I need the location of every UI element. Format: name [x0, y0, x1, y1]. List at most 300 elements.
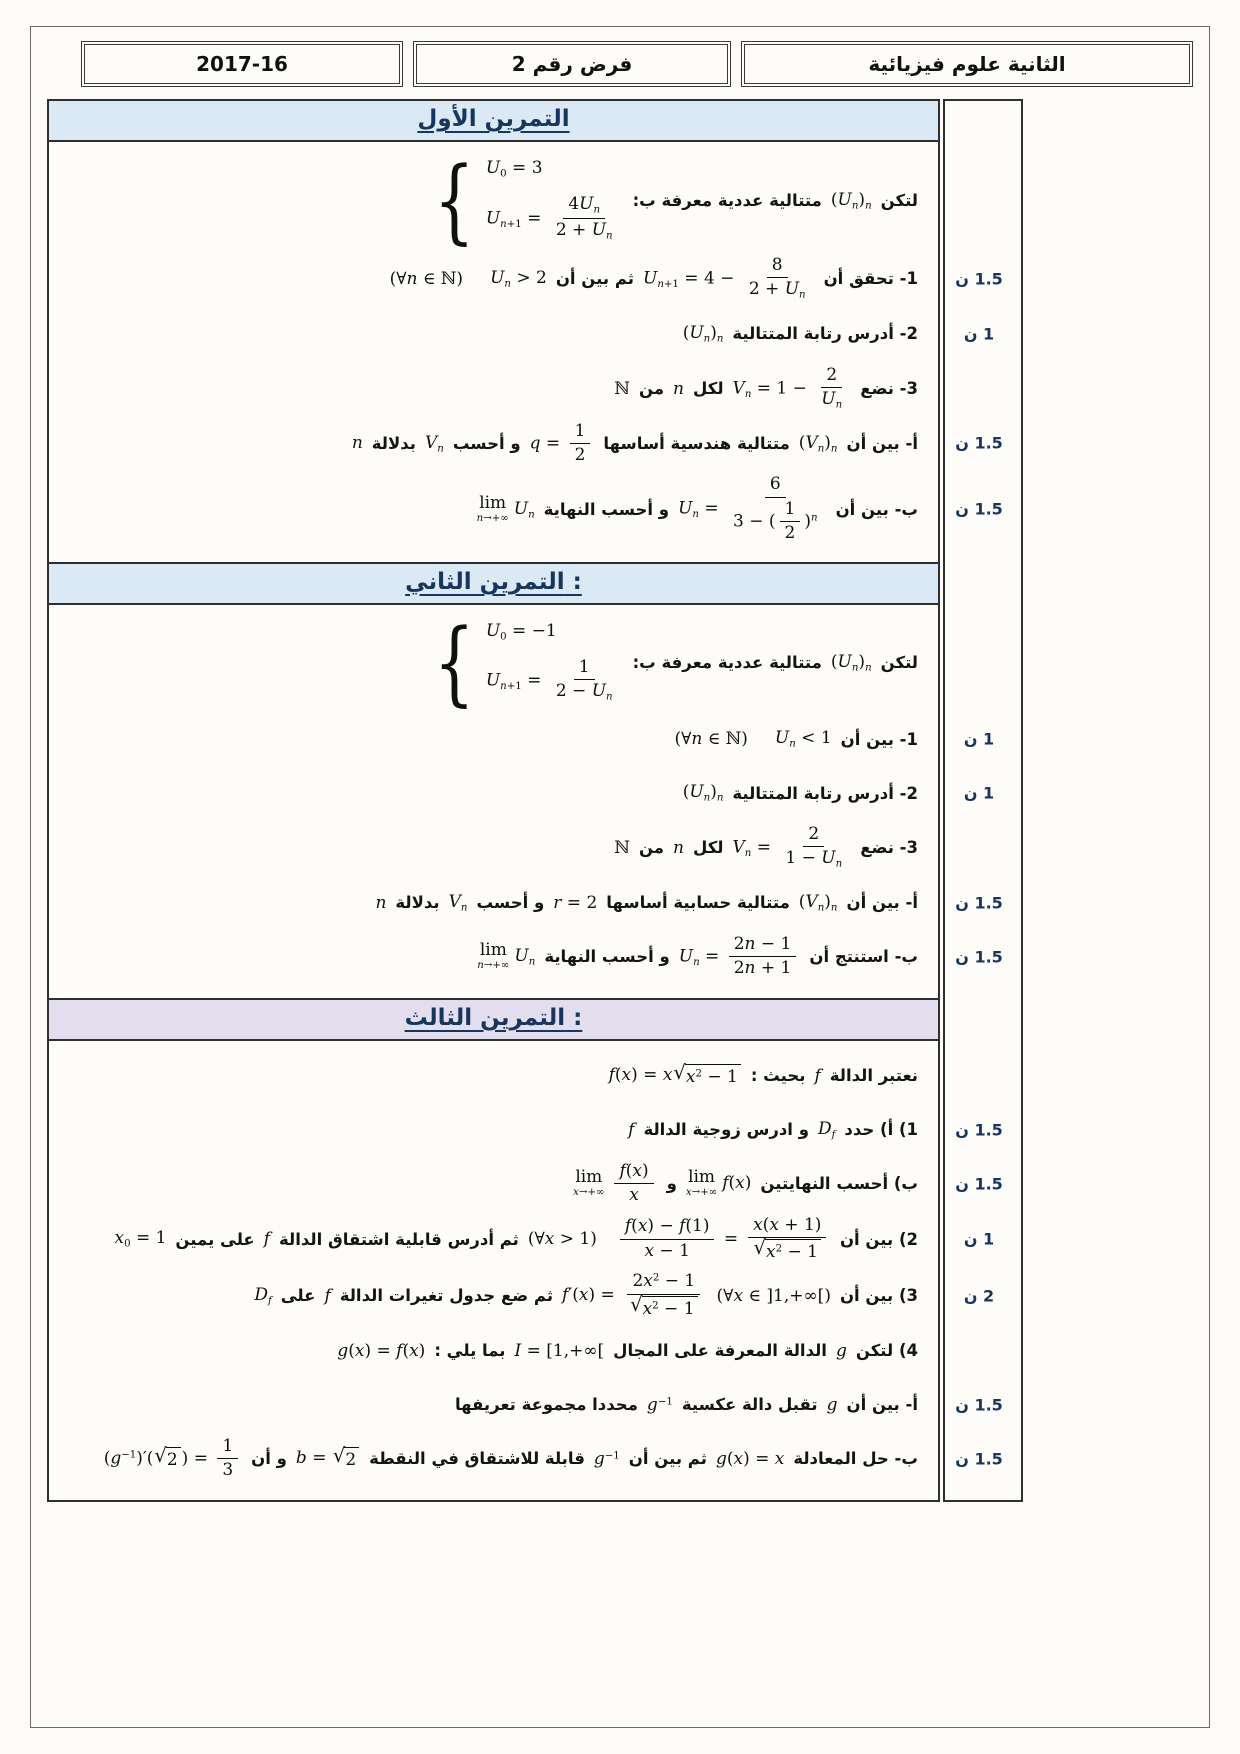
math-operator: − 1 — [701, 1067, 738, 1088]
math-operator: + 1 — [755, 958, 792, 979]
cases-rows — [486, 621, 622, 704]
limit — [476, 492, 509, 524]
math-operator: ′( — [568, 1285, 579, 1305]
math-expression — [477, 942, 535, 971]
arabic-text: و أحسب — [476, 893, 545, 913]
radicand — [642, 1296, 698, 1320]
denominator — [728, 498, 823, 545]
subscript — [717, 793, 724, 804]
brace-icon: { — [434, 146, 476, 254]
math-expression — [614, 838, 630, 858]
denominator — [551, 680, 618, 704]
arabic-text: و أحسب — [452, 433, 521, 453]
math-operator: 2 + — [748, 279, 785, 300]
limit-subscript — [573, 1188, 604, 1198]
math-variable: g — [593, 1448, 605, 1469]
content-line — [53, 820, 934, 876]
header-exam-box — [413, 41, 731, 87]
math-operator: )′( — [136, 1448, 154, 1469]
math-variable: n — [835, 859, 843, 870]
math-variable: x — [769, 1214, 779, 1235]
math-variable: U — [591, 219, 607, 240]
math-operator: ( — [726, 1448, 734, 1469]
subscript — [865, 662, 872, 673]
math-expression — [775, 728, 832, 750]
math-operator: 8 — [771, 255, 783, 276]
math-operator: = — [540, 432, 566, 453]
math-expression — [514, 1341, 604, 1361]
math-expression — [674, 729, 765, 749]
math-operator: = −1 — [506, 621, 557, 642]
math-variable: x — [685, 1187, 692, 1199]
subscript — [799, 290, 806, 301]
numerator — [574, 657, 595, 680]
mark-value: 1.5 ن — [955, 1120, 1003, 1140]
arabic-text: تقبل دالة عكسية — [681, 1395, 818, 1415]
superscript — [121, 1450, 136, 1461]
subscript — [831, 443, 838, 454]
math-operator: 3 − ( — [733, 510, 776, 531]
math-variable: x — [766, 1242, 776, 1262]
math-variable: V — [732, 837, 745, 858]
exam-body — [47, 99, 1003, 1502]
fraction — [744, 255, 811, 303]
spacer — [604, 1187, 610, 1188]
numerator — [614, 1161, 653, 1184]
superscript — [605, 1450, 620, 1461]
content-line — [53, 1378, 1003, 1432]
arabic-text: ب- بين أن — [835, 499, 918, 519]
math-variable: n — [673, 837, 684, 858]
fraction — [729, 934, 797, 980]
math-expression — [799, 433, 838, 455]
numerator — [767, 255, 788, 278]
math-operator: = 1 — [130, 1228, 167, 1249]
arabic-text: لكل — [692, 838, 724, 858]
radical-icon: √ — [630, 1292, 643, 1316]
content-line — [53, 1267, 995, 1324]
square-root — [673, 1061, 740, 1088]
math-operator: ∈ ℕ) — [702, 729, 748, 750]
fraction — [620, 1216, 715, 1262]
math-variable: n — [799, 290, 806, 301]
denominator — [748, 1238, 827, 1263]
subscript — [529, 957, 536, 968]
math-variable: U — [485, 621, 501, 642]
content-line — [53, 1157, 1003, 1211]
arabic-text: محددا مجموعة تعريفها — [454, 1395, 638, 1415]
subscript — [865, 200, 872, 211]
math-expression — [831, 190, 872, 212]
mark-value: 1 ن — [963, 783, 995, 803]
subscript — [836, 400, 843, 411]
math-variable: V — [805, 432, 818, 453]
mark-value: 1.5 ن — [955, 947, 1003, 967]
arabic-text: من — [638, 838, 665, 858]
arabic-text: ثم بين أن — [628, 1449, 707, 1469]
math-variable: f — [679, 1216, 686, 1237]
denominator — [217, 1459, 238, 1481]
math-operator: 2 + — [555, 219, 592, 240]
arabic-text: 4) لتكن — [855, 1341, 918, 1361]
arabic-text: 3- نضع — [860, 379, 918, 399]
math-operator: ) − — [647, 1216, 680, 1237]
header-class-box — [741, 41, 1193, 87]
math-operator: +1 — [663, 279, 679, 291]
radical-icon: √ — [753, 1236, 766, 1260]
math-variable: n — [693, 956, 700, 968]
math-operator: ) — [418, 1340, 426, 1361]
math-operator: ( — [682, 322, 690, 343]
math-variable: n — [606, 230, 613, 242]
arabic-text: و أن — [251, 1449, 287, 1469]
math-variable: n — [744, 958, 756, 979]
math-variable: x — [621, 1065, 632, 1086]
arabic-text: بدلالة — [371, 433, 416, 453]
math-expression — [254, 1285, 271, 1307]
section-body — [49, 605, 1003, 998]
math-operator: ) — [824, 891, 831, 912]
arabic-text: متتالية عددية معرفة ب: — [632, 191, 822, 211]
math-operator: ) = — [743, 1448, 775, 1469]
subscript — [606, 230, 613, 241]
math-variable: U — [837, 189, 852, 210]
math-operator: 1 — [222, 1436, 234, 1456]
math-expression — [352, 433, 363, 453]
math-operator: ( — [103, 1448, 111, 1469]
math-variable: x — [632, 1161, 642, 1181]
math-variable: n — [789, 738, 796, 750]
math-expression — [733, 824, 852, 872]
subscript — [593, 204, 600, 215]
arabic-text: من — [638, 379, 665, 399]
mark-value: 1 ن — [963, 1229, 995, 1249]
math-expression — [476, 492, 535, 524]
math-expression — [647, 1395, 673, 1415]
math-operator: 1 — [578, 656, 590, 677]
brace-icon: { — [434, 608, 476, 716]
arabic-text: نعتبر الدالة — [829, 1066, 918, 1086]
limit-subscript — [477, 514, 509, 524]
exam-main — [47, 99, 1193, 1502]
radical-icon: √ — [673, 1061, 686, 1085]
math-operator: ( — [830, 189, 838, 210]
denominator — [639, 1240, 694, 1262]
math-variable: n — [692, 509, 699, 521]
math-variable: g — [337, 1340, 349, 1361]
math-variable: U — [485, 207, 501, 228]
denominator — [624, 1292, 703, 1320]
fraction — [551, 194, 618, 244]
math-operator: = [1,+∞[ — [521, 1340, 605, 1361]
superscript — [811, 512, 818, 523]
math-variable: U — [485, 158, 501, 178]
math-variable: n — [716, 792, 724, 804]
limit-word: lim — [575, 1167, 603, 1188]
arabic-text: ب) أحسب النهايتين — [760, 1174, 918, 1194]
mark-value: 1 ن — [963, 729, 995, 749]
mark-value: 1.5 ن — [955, 1395, 1003, 1415]
numerator — [563, 194, 605, 219]
math-variable: V — [448, 891, 461, 912]
arabic-text: لتكن — [880, 191, 918, 211]
content-line — [53, 146, 934, 254]
subscript — [500, 218, 522, 229]
math-operator: 0 — [500, 631, 507, 643]
math-expression — [530, 421, 595, 467]
math-variable: b — [295, 1448, 307, 1469]
content-line — [53, 930, 1003, 984]
math-operator: 2 — [808, 824, 820, 845]
math-variable: n — [744, 848, 752, 860]
math-variable: U — [678, 946, 694, 967]
spacer — [597, 1243, 607, 1244]
math-variable: U — [642, 268, 658, 289]
subscript — [831, 903, 838, 914]
arabic-text: ثم ضع جدول تغيرات الدالة — [339, 1286, 554, 1305]
math-operator: →+∞ — [483, 512, 509, 524]
math-variable: n — [703, 333, 711, 345]
math-variable: n — [460, 902, 468, 914]
arabic-text: و ادرس زوجية الدالة — [643, 1120, 809, 1140]
math-expression — [814, 1066, 820, 1086]
numerator — [765, 474, 786, 497]
math-expression — [836, 1341, 847, 1361]
math-variable: g — [826, 1394, 838, 1415]
math-expression — [827, 1395, 838, 1415]
math-expression — [614, 379, 630, 399]
mark-value: 1.5 ن — [955, 499, 1003, 519]
math-variable: f — [608, 1065, 615, 1086]
arabic-text: أ- بين أن — [846, 433, 918, 453]
math-variable: U — [689, 322, 704, 343]
math-variable: n — [744, 388, 752, 400]
math-variable: D — [254, 1284, 268, 1305]
math-operator: 2 — [784, 522, 796, 543]
math-operator: 1 — [784, 498, 796, 519]
math-variable: V — [732, 378, 745, 399]
math-variable: n — [406, 268, 418, 289]
content-line — [53, 1324, 934, 1378]
math-variable: x — [753, 1214, 763, 1235]
spacer — [463, 283, 481, 284]
math-variable: U — [821, 848, 836, 869]
case-row — [486, 657, 622, 705]
arabic-text: لتكن — [880, 653, 918, 673]
content-line — [53, 361, 934, 417]
page-frame — [30, 26, 1210, 1728]
math-variable: n — [477, 960, 484, 972]
math-operator: ℕ — [614, 378, 630, 399]
denominator — [624, 1184, 644, 1206]
subscript — [606, 691, 613, 702]
math-variable: U — [513, 498, 529, 519]
math-operator: ) = — [364, 1340, 397, 1361]
math-operator: − 1 — [654, 1240, 690, 1261]
math-operator: (∀ — [389, 268, 407, 289]
radical-icon: √ — [332, 1444, 346, 1468]
limit-word: lim — [479, 940, 507, 961]
case-row — [486, 194, 622, 244]
math-operator: 2 — [733, 958, 745, 979]
math-expression — [628, 1120, 634, 1140]
arabic-text: على يمين — [175, 1229, 255, 1249]
mark-value: 1.5 ن — [955, 433, 1003, 453]
denominator — [551, 219, 618, 243]
fraction — [217, 1436, 238, 1482]
math-variable: f — [267, 1295, 272, 1307]
math-operator: = — [751, 837, 777, 858]
math-operator: ) — [642, 1161, 649, 1181]
math-operator: −1 — [604, 1450, 620, 1462]
subscript — [717, 334, 724, 345]
math-operator: = — [521, 669, 547, 690]
math-operator: ) — [804, 510, 811, 531]
math-variable: n — [606, 691, 613, 703]
math-variable: f — [396, 1340, 403, 1361]
math-variable: n — [673, 378, 684, 399]
denominator — [744, 278, 811, 302]
math-operator: 2 — [695, 1068, 702, 1080]
math-variable: n — [500, 218, 507, 230]
math-operator: 4 — [568, 193, 580, 214]
math-operator: (∀ — [716, 1285, 734, 1306]
arabic-text: قابلة للاشتقاق في النقطة — [369, 1449, 585, 1469]
math-variable: x — [114, 1228, 125, 1249]
math-expression — [678, 474, 826, 544]
arabic-text: 2) بين أن — [839, 1229, 918, 1249]
content-line — [53, 1211, 995, 1268]
subscript — [657, 279, 679, 290]
math-variable: n — [865, 200, 872, 212]
math-expression — [683, 323, 724, 345]
arabic-text: لكل — [693, 379, 724, 399]
math-operator: ) — [710, 782, 717, 803]
math-variable: g — [110, 1448, 122, 1469]
limit — [573, 1169, 604, 1198]
math-variable: n — [375, 892, 387, 913]
math-expression — [375, 893, 386, 913]
section-title: التمرين الأول — [417, 106, 570, 132]
math-expression — [449, 892, 468, 914]
math-variable: g — [835, 1340, 847, 1361]
content-line — [53, 470, 1003, 548]
subscript — [268, 1295, 272, 1306]
math-variable: x — [629, 1185, 639, 1206]
math-variable: f — [619, 1161, 626, 1181]
spacer — [748, 743, 766, 744]
numerator — [217, 1436, 238, 1459]
arabic-text: بما يلي : — [434, 1341, 506, 1361]
radicand — [166, 1447, 181, 1470]
mark-value: 1.5 ن — [955, 893, 1003, 913]
math-operator: ) = — [631, 1065, 663, 1086]
section-header — [49, 562, 938, 605]
math-operator: ( — [830, 651, 838, 672]
limit — [477, 942, 509, 971]
math-variable: U — [514, 946, 529, 967]
math-operator: ℕ — [614, 837, 630, 858]
subscript — [500, 680, 522, 691]
arabic-text: و أحسب النهاية — [543, 499, 670, 519]
math-operator: 2 — [775, 1243, 783, 1255]
section-body — [49, 142, 1003, 562]
math-operator: − 1 — [658, 1298, 695, 1319]
math-operator: = 1 − — [751, 378, 813, 399]
math-operator: 2 — [826, 364, 838, 385]
math-operator: −1 — [657, 1396, 673, 1408]
section-body — [49, 1041, 1003, 1500]
numerator — [570, 421, 591, 444]
math-variable: q — [529, 432, 541, 453]
math-operator: < 1 — [795, 728, 832, 749]
math-operator: ( — [402, 1340, 410, 1361]
case-row — [486, 158, 622, 180]
math-expression — [683, 782, 724, 804]
math-operator: = 4 − — [678, 268, 740, 289]
subscript — [437, 443, 444, 454]
math-operator: 2 — [632, 1271, 644, 1292]
mark-value: 1 ن — [963, 324, 995, 344]
numerator — [780, 499, 801, 522]
math-variable: n — [811, 512, 818, 524]
limit — [686, 1169, 717, 1198]
math-operator: ( — [728, 1173, 736, 1194]
math-variable: g — [646, 1394, 658, 1415]
radicand — [685, 1064, 741, 1087]
math-operator: = — [699, 946, 725, 967]
numerator — [627, 1271, 700, 1294]
radical-icon: √ — [154, 1444, 167, 1468]
content-line — [53, 251, 1003, 307]
math-variable: x — [573, 1187, 579, 1199]
section-title: التمرين الثاني : — [405, 569, 582, 596]
math-expression — [295, 1444, 360, 1471]
math-operator: 0 — [124, 1238, 131, 1250]
arabic-text: 3- نضع — [860, 838, 918, 858]
fraction — [728, 474, 823, 544]
math-expression — [818, 1119, 835, 1141]
math-expression — [104, 1436, 242, 1482]
math-variable: n — [437, 443, 444, 455]
numerator — [821, 365, 842, 388]
math-variable: U — [821, 389, 836, 409]
content-line — [53, 1432, 1003, 1486]
math-operator: ) — [858, 189, 866, 210]
math-variable: V — [424, 432, 438, 453]
math-variable: x — [544, 1229, 555, 1249]
math-variable: n — [830, 902, 838, 914]
arabic-text: متتالية حسابية أساسها — [606, 893, 790, 913]
mark-value: 2 ن — [963, 1286, 995, 1305]
math-operator: →+∞ — [691, 1187, 718, 1199]
math-variable: U — [837, 651, 852, 672]
math-operator: 2 — [345, 1450, 357, 1471]
math-operator: − 1 — [782, 1242, 818, 1262]
math-operator: +1 — [506, 218, 522, 230]
math-variable: x — [637, 1216, 648, 1237]
math-operator: 2 — [652, 1299, 659, 1311]
math-operator: ( — [682, 782, 690, 803]
math-variable: f — [263, 1229, 271, 1249]
header-year-box — [81, 41, 403, 87]
square-root — [332, 1444, 359, 1471]
math-variable: x — [642, 1298, 653, 1319]
math-variable: n — [657, 279, 664, 291]
section-title: التمرين الثالث : — [404, 1004, 583, 1031]
math-expression — [673, 838, 684, 858]
math-variable: x — [774, 1448, 785, 1469]
